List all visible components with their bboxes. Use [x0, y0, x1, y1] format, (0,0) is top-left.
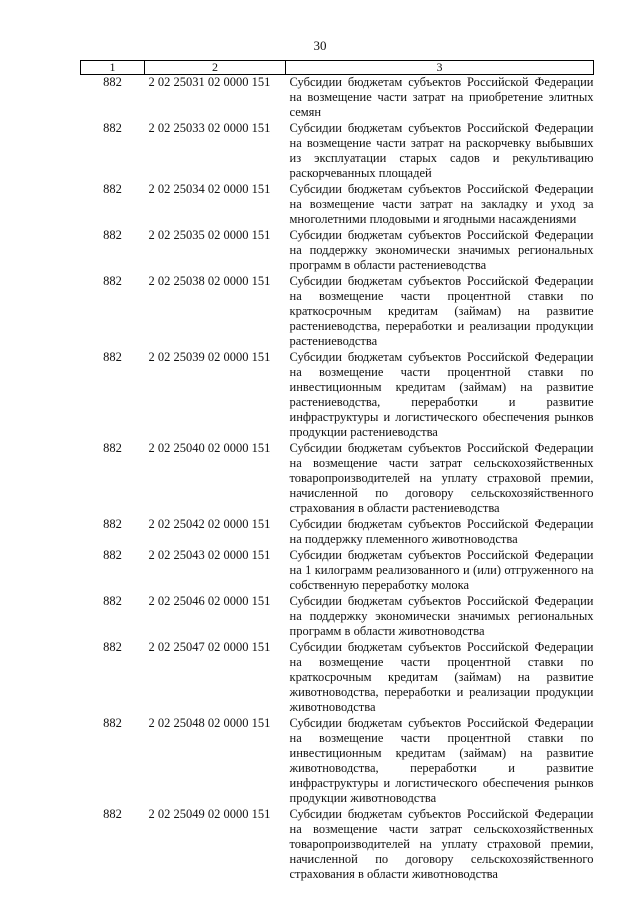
table-row	[81, 640, 594, 716]
table-row	[81, 121, 594, 182]
description-cell: Субсидии бюджетам субъектов Российской Федерации на возмещение части затрат на приобретение элитных семян	[289, 75, 594, 119]
admin-code-cell: 882	[103, 807, 122, 821]
admin-code-cell: 882	[103, 182, 122, 196]
table-row	[81, 594, 594, 640]
table-row	[81, 228, 594, 274]
budget-code-cell: 2 02 25049 02 0000 151	[148, 807, 271, 821]
description-cell: Субсидии бюджетам субъектов Российской Федерации на поддержку экономически значимых региональных программ в области растениеводства	[289, 228, 594, 272]
admin-code-cell: 882	[103, 640, 122, 654]
budget-code-cell: 2 02 25031 02 0000 151	[148, 75, 271, 89]
budget-code-cell: 2 02 25035 02 0000 151	[148, 228, 271, 242]
description-cell: Субсидии бюджетам субъектов Российской Федерации на возмещение части затрат сельскохозяйственных товаропроизводителей на уплату страховой премии, начисленной по договору сельскохозяйственного страхования в области растениеводства	[289, 441, 594, 515]
table-row	[81, 350, 594, 441]
description-cell: Субсидии бюджетам субъектов Российской Федерации на поддержку племенного животноводства	[289, 517, 594, 546]
budget-code-cell: 2 02 25038 02 0000 151	[148, 274, 271, 288]
table-header	[81, 61, 594, 75]
table-row	[81, 807, 594, 883]
admin-code-cell: 882	[103, 228, 122, 242]
description-cell: Субсидии бюджетам субъектов Российской Федерации на возмещение части затрат сельскохозяйственных товаропроизводителей на уплату страховой премии, начисленной по договору сельскохозяйственного страхования в области животноводства	[289, 807, 594, 881]
table-row	[81, 548, 594, 594]
budget-code-cell: 2 02 25046 02 0000 151	[148, 594, 271, 608]
column-header-3: 3	[286, 61, 594, 75]
admin-code-cell: 882	[103, 716, 122, 730]
admin-code-cell: 882	[103, 350, 122, 364]
admin-code-cell: 882	[103, 75, 122, 89]
admin-code-cell: 882	[103, 274, 122, 288]
table-row	[81, 517, 594, 548]
budget-code-cell: 2 02 25042 02 0000 151	[148, 517, 271, 531]
table-body	[81, 75, 594, 884]
budget-code-cell: 2 02 25048 02 0000 151	[148, 716, 271, 730]
description-cell: Субсидии бюджетам субъектов Российской Федерации на поддержку экономически значимых региональных программ в области животноводства	[289, 594, 594, 638]
admin-code-cell: 882	[103, 594, 122, 608]
description-cell: Субсидии бюджетам субъектов Российской Федерации на возмещение части затрат на закладку и уход за многолетними плодовыми и ягодными насаждениями	[289, 182, 594, 226]
budget-code-cell: 2 02 25043 02 0000 151	[148, 548, 271, 562]
admin-code-cell: 882	[103, 517, 122, 531]
budget-code-cell: 2 02 25034 02 0000 151	[148, 182, 271, 196]
budget-code-cell: 2 02 25039 02 0000 151	[148, 350, 271, 364]
table-header-row	[81, 61, 594, 75]
description-cell: Субсидии бюджетам субъектов Российской Федерации на возмещение части процентной ставки по инвестиционным кредитам (займам) на развитие растениеводства, переработки и развитие инфраструктуры и логистического обеспечения рынков продукции растениеводства	[289, 350, 594, 439]
budget-code-cell: 2 02 25040 02 0000 151	[148, 441, 271, 455]
description-cell: Субсидии бюджетам субъектов Российской Федерации на возмещение части процентной ставки по краткосрочным кредитам (займам) на развитие животноводства, переработки и реализации продукции животноводства	[289, 640, 594, 714]
revenue-codes-table	[80, 60, 594, 883]
description-cell: Субсидии бюджетам субъектов Российской Федерации на 1 килограмм реализованного и (или) отгруженного на собственную переработку молока	[289, 548, 594, 592]
table-row	[81, 716, 594, 807]
table-row	[81, 182, 594, 228]
description-cell: Субсидии бюджетам субъектов Российской Федерации на возмещение части процентной ставки по инвестиционным кредитам (займам) на развитие животноводства, переработки и развитие инфраструктуры и логистического обеспечения рынков продукции животноводства	[289, 716, 594, 805]
table-row	[81, 441, 594, 517]
description-cell: Субсидии бюджетам субъектов Российской Федерации на возмещение части процентной ставки по краткосрочным кредитам (займам) на развитие растениеводства, переработки и реализации продукции растениеводства	[289, 274, 594, 348]
budget-code-cell: 2 02 25047 02 0000 151	[148, 640, 271, 654]
table-row	[81, 274, 594, 350]
column-header-1: 1	[81, 61, 145, 75]
page-number: 30	[313, 38, 327, 53]
budget-code-cell: 2 02 25033 02 0000 151	[148, 121, 271, 135]
admin-code-cell: 882	[103, 441, 122, 455]
description-cell: Субсидии бюджетам субъектов Российской Федерации на возмещение части затрат на раскорчевку выбывших из эксплуатации старых садов и рекультивацию раскорчеванных площадей	[289, 121, 594, 180]
column-header-2: 2	[145, 61, 286, 75]
admin-code-cell: 882	[103, 121, 122, 135]
table-row	[81, 75, 594, 122]
admin-code-cell: 882	[103, 548, 122, 562]
